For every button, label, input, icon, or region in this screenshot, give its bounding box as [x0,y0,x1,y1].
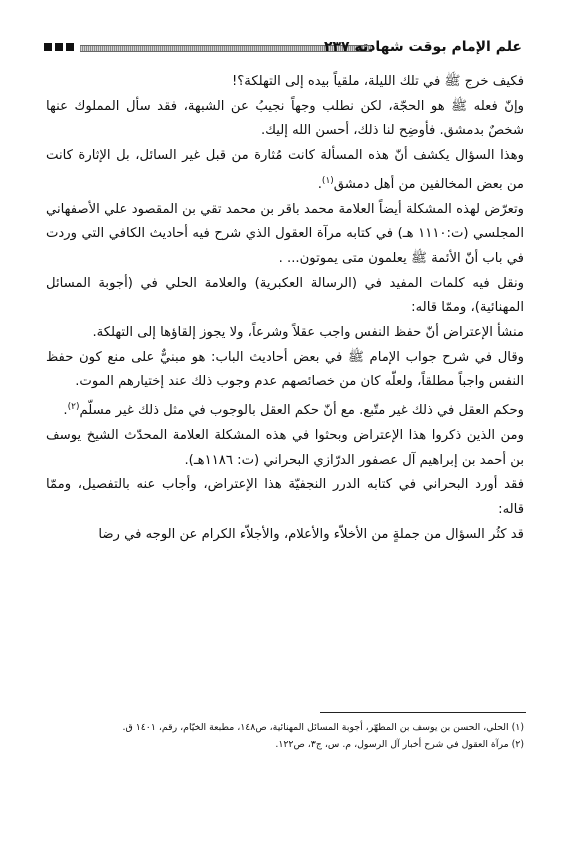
running-title: علم الإمام بوقت شهادته ٢٣٧ [323,39,522,55]
paragraph [46,144,524,197]
footnotes [46,719,524,753]
paragraph: وإنّ فعله ﷺ هو الحجّة، لكن نطلب وجهاً نجيبُ عن الشبهة، فقد سأل المملوك عنها شخصٌ بدمشق. فأوضِح لنا ذلك، أحسن الله إليك. [46,98,524,139]
footnote-ref: (٢) [67,402,80,413]
paragraph [46,395,524,424]
paragraph-end: . [63,403,68,419]
paragraph: فقد أورد البحراني في كتابه الدرر النجفيّة هذا الإعتراض، وأجاب عنه بالتفصيل، وممّا قاله: [46,477,524,517]
paragraph-end: . [317,176,322,192]
paragraph-text: وهذا السؤال يكشف أنّ هذه المسألة كانت مُثارة من قبل غير السائل، بل الإثارة كانت من بعض المخالفين من أهل دمشق [46,148,524,192]
header-square-ornament [44,43,74,51]
footnote: (٢) مرآة العقول في شرح أخبار آل الرسول، م. س، ج٣، ص١٢٢. [275,739,524,750]
paragraph: وتعرّض لهذه المشكلة أيضاً العلامة محمد باقر بن محمد تقي بن المقصود علي الأصفهاني المجلسي (ت:١١١٠ هـ) في كتابه مرآة العقول الذي شرح فيه أحاديث الكافي التي وردت في باب أنّ الأئمة ﷺ يعلمون متى يموتون... . [46,201,524,266]
page-header [44,36,522,60]
footnote: (١) الحلي، الحسن بن يوسف بن المطهّر، أجوبة المسائل المهنائية، ص١٤٨، مطبعة الخيّام، رقم، ١٤٠١ ق. [122,722,524,733]
quotation: منشأ الإعتراض أنّ حفظ النفس واجب عقلاً وشرعاً، ولا يجوز إلقاؤها إلى التهلكة. [92,325,524,341]
square-icon [66,43,74,51]
paragraph: ومن الذين ذكروا هذا الإعتراض وبحثوا في هذه المشكلة العلامة المحدّث الشيخ يوسف بن أحمد بن إبراهيم آل عصفور الدرّازي البحراني (ت: ١١٨٦هـ). [46,427,524,468]
footnote-divider [320,712,526,713]
paragraph-text: وحكم العقل في ذلك غير متّبع. مع أنّ حكم العقل بالوجوب في مثل ذلك غير مسلّم [79,403,524,419]
paragraph: فكيف خرج ﷺ في تلك الليلة، ملقياً بيده إلى التهلكة؟! [232,74,524,89]
square-icon [44,43,52,51]
footnote-ref: (١) [321,175,334,186]
main-text [46,70,524,547]
paragraph: قد كثُر السؤال من جملةٍ من الأخلاّء والأعلام، والأجلاّء الكرام عن الوجه في رضا [98,526,524,542]
paragraph: وقال في شرح جواب الإمام ﷺ في بعض أحاديث الباب: هو مبنيٌّ على منع كون حفظ النفس واجباً مطلقاً، ولعلّه كان من خصائصهم عدم وجوب ذلك عند إختيارهم الموت. [46,349,524,390]
square-icon [55,43,63,51]
paragraph: ونقل فيه كلمات المفيد في (الرسالة العكبرية) والعلامة الحلي في (أجوبة المسائل المهنائية)، وممّا قاله: [46,275,524,316]
